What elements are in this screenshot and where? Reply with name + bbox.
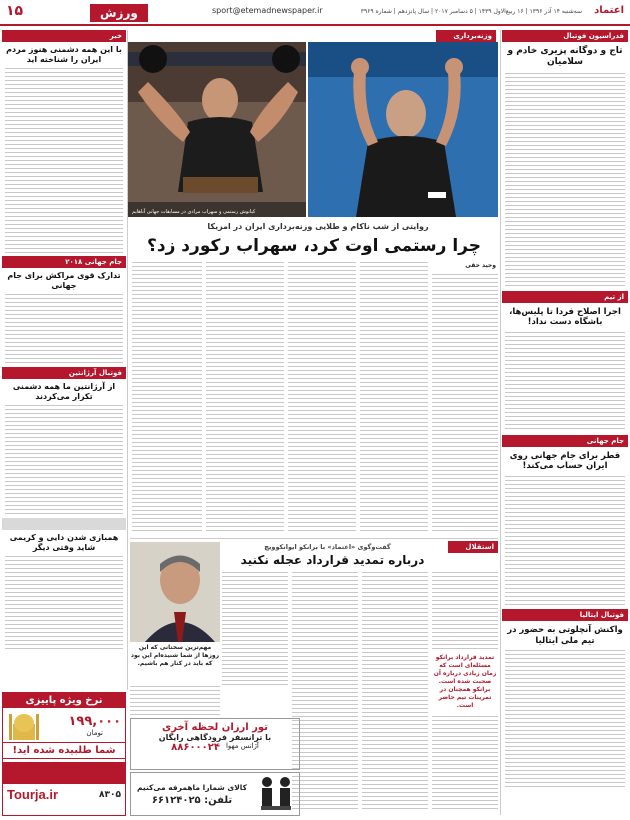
- left-article-2-body: [5, 294, 123, 364]
- right-tag-4: فوتبال ایتالیا: [502, 609, 628, 621]
- right-article-4-body: [505, 650, 625, 790]
- right-article-2-body: [505, 332, 625, 432]
- ad1-slogan: شما طلبیده شده اید!: [3, 742, 125, 759]
- ad-mahva[interactable]: [130, 718, 300, 770]
- movers-icon: [253, 774, 299, 814]
- ad2-phone: ۸۸۶۰۰۰۲۴: [171, 742, 220, 753]
- date-line: سه‌شنبه ۱۴ آذر ۱۳۹۶ | ۱۶ ربیع‌الاول ۱۴۳۹ | ۵ دسامبر ۲۰۱۷ | سال پانزدهم | شماره ۳۹۶۹: [360, 8, 582, 15]
- right-article-3-body: [505, 476, 625, 606]
- page-header: [0, 0, 630, 26]
- ad1-price: ۱۹۹,۰۰۰: [68, 713, 121, 729]
- right-headline-1: تاج و دوگانه پزیری خادم و سلامیان: [507, 46, 623, 68]
- coach-photo: [130, 542, 220, 642]
- weightlifter-photo-right: [308, 42, 498, 217]
- feature-body-5: [222, 572, 288, 687]
- right-headline-3: قطر برای جام جهانی روی ایران حساب می‌کند!: [509, 450, 621, 472]
- main-tag-bar: [128, 30, 496, 42]
- right-article-1-body: [505, 73, 625, 288]
- right-headline-4: واکنش آنچلوتی به حضور در تیم ملی ایتالیا: [507, 625, 623, 646]
- section-email: sport@etemadnewspaper.ir: [212, 6, 323, 15]
- main-headline: چرا رستمی اوت کرد، سهراب رکورد زد؟: [147, 236, 481, 256]
- left-headline-2: تدارک قوی مراکش برای جام جهانی: [7, 271, 121, 290]
- ad1-title: نرخ ویژه پاییزی: [3, 693, 125, 708]
- page-number: ۱۵: [6, 3, 24, 19]
- byline: وحید حقی: [465, 262, 496, 269]
- ad2-sub: با ترانسفر فرودگاهی رایگان: [158, 733, 272, 742]
- ad3-phone: تلفن: ۶۶۱۲۴۰۲۵: [151, 794, 233, 806]
- right-column: [502, 30, 628, 815]
- newspaper-logo: اعتماد: [594, 5, 624, 16]
- feature-body-1: [432, 572, 498, 652]
- section-title: ورزش: [90, 4, 148, 22]
- shrine-icon: [7, 710, 41, 740]
- left-tag-2: جام جهانی ۲۰۱۸: [2, 256, 126, 268]
- left-column-divider: [127, 30, 128, 690]
- column-divider: [500, 30, 501, 815]
- photo-caption: کیانوش رستمی و سهراب مرادی در مسابقات جهانی آناهایم: [132, 209, 256, 215]
- feature-tag: استقلال: [448, 541, 498, 553]
- ad-tourja[interactable]: [2, 692, 126, 816]
- ad1-info-strip: [3, 762, 125, 784]
- feature-pull-quote: تمدید قرارداد برانکو مسئله‌ای است که زمان زیادی درباره آن صحبت شده است. برانکو همچنان در تمرینات تیم حاضر است.: [433, 654, 497, 709]
- left-article-1-body: [5, 68, 123, 253]
- left-column: [2, 30, 126, 690]
- right-tag-2: از تیم: [502, 291, 628, 303]
- left-headline-3: از آرژانتین ما همه دشمنی تکرار می‌کردند: [12, 382, 116, 401]
- main-body-col-3: [288, 262, 356, 534]
- right-headline-2: اجرا اصلاح فردا تا پلیس‌ها، باشگاه دست نداد!: [509, 306, 621, 328]
- left-tag-3: فوتبال آرژانتین: [2, 367, 126, 379]
- feature-body-4: [292, 572, 358, 812]
- ad3-title: کالای شمارا ماهمرفه می‌کنیم: [137, 782, 247, 792]
- ad2-title: تور ارزان لحظه آخری: [162, 722, 268, 733]
- left-tag-4: [2, 518, 126, 530]
- section-divider: [130, 538, 498, 539]
- ad1-phone: ۸۳۰۵: [99, 789, 121, 800]
- right-tag-3: جام جهانی: [502, 435, 628, 447]
- feature-body-3: [362, 572, 428, 812]
- main-kicker: روایتی از شب ناکام و طلایی وزنه‌برداری ایران در امریکا: [207, 222, 429, 231]
- middle-quote: مهم‌ترین سخنانی که این روزها از شما شنیده‌ام این بود که باید در کنار هم باشیم.: [130, 644, 220, 667]
- feature-headline: درباره تمدید قرارداد عجله نکنید: [240, 553, 425, 567]
- left-article-3-body: [5, 405, 123, 515]
- ad1-unit: تومان: [86, 728, 104, 737]
- main-body-col-5: [132, 262, 202, 534]
- feature-kicker: گفت‌وگوی «اعتماد» با برانکو ایوانکوویچ: [264, 543, 391, 551]
- left-headline-4: همبازی شدن دایی و کریمی شاید وقتی دیگر: [9, 533, 119, 552]
- ad-cargo[interactable]: [130, 772, 300, 816]
- middle-body: [130, 686, 220, 716]
- left-article-4-body: [5, 556, 123, 651]
- weightlifter-photo-left: [128, 42, 306, 217]
- ad2-agency: آژانس مهوا: [225, 742, 259, 750]
- main-tag: وزنه‌برداری: [436, 30, 496, 42]
- ad1-brand: Tourja.ir: [7, 787, 59, 802]
- main-body-col-4: [206, 262, 284, 534]
- left-headline-1: با این همه دشمنی هنوز مردم ایران را شناخته اید: [6, 45, 122, 64]
- feature-body-2: [432, 716, 498, 811]
- main-body-col-1: [432, 274, 498, 534]
- left-tag-1: خبر: [2, 30, 126, 42]
- main-body-col-2: [360, 262, 428, 534]
- right-tag-1: فدراسیون فوتبال: [502, 30, 628, 42]
